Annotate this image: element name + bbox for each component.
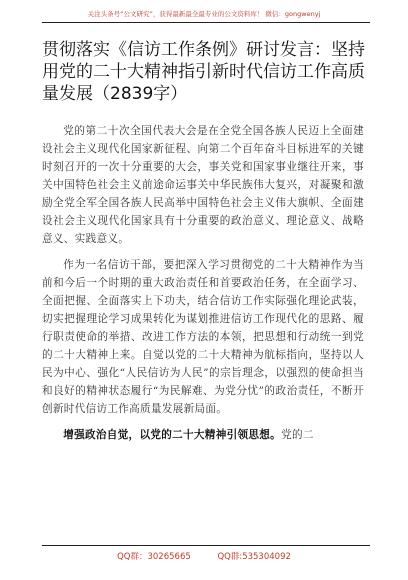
promo-banner: 关注头条号“公文研究”，获得最新最全最专业的公文资料库！ 微信：gongwenyj (87, 10, 321, 18)
footer-qq-group-1: QQ群：30265665 (117, 552, 191, 562)
paragraph-2: 作为一名信访干部，要把深入学习贯彻党的二十大精神作为当前和今后一个时期的重大政治责任和首要政治任务，在全面学习、全面把握、全面落实上下功夫，结合信访工作实际强化理论武装，切实把握理论学习成果转化为谋划推进信访工作现代化的思路、履行职责使命的举措、改进工作方法的本领，把思想和行动统一到党的二十大精神上来。自觉以党的二十大精神为航标指向，坚持以人民为中心、强化“人民信访为人民”的宗旨理念，以强烈的使命担当和良好的精神状态履行“为民解难、为党分忧”的政治责任，不断开创新时代信访工作高质量发展新局面。 (42, 259, 364, 415)
paragraph-3-text: 党的二 (281, 429, 314, 441)
footer (0, 550, 408, 562)
footer-divider (42, 545, 370, 546)
paragraph-3 (42, 426, 364, 444)
footer-qq-group-2: QQ群:535304092 (217, 552, 291, 562)
document-title: 贯彻落实《信访工作条例》研讨发言：坚持用党的二十大精神指引新时代信访工作高质量发展（2839字） (42, 40, 365, 104)
header-divider (42, 22, 370, 23)
section-heading: 增强政治自觉，以党的二十大精神引领思想。 (63, 429, 282, 441)
paragraph-1: 党的第二十次全国代表大会是在全党全国各族人民迈上全面建设社会主义现代化国家新征程、向第二个百年奋斗目标进军的关键时刻召开的一次十分重要的大会，事关党和国家事业继往开来，事关中国特色社会主义前途命运事关中华民族伟大复兴，对凝聚和激励全党全军全国各族人民高举中国特色社会主义伟大旗帜、全面建设社会主义现代化国家具有十分重要的政治意义、理论意义、战略意义、实践意义。 (42, 125, 364, 245)
document-body (42, 122, 364, 444)
